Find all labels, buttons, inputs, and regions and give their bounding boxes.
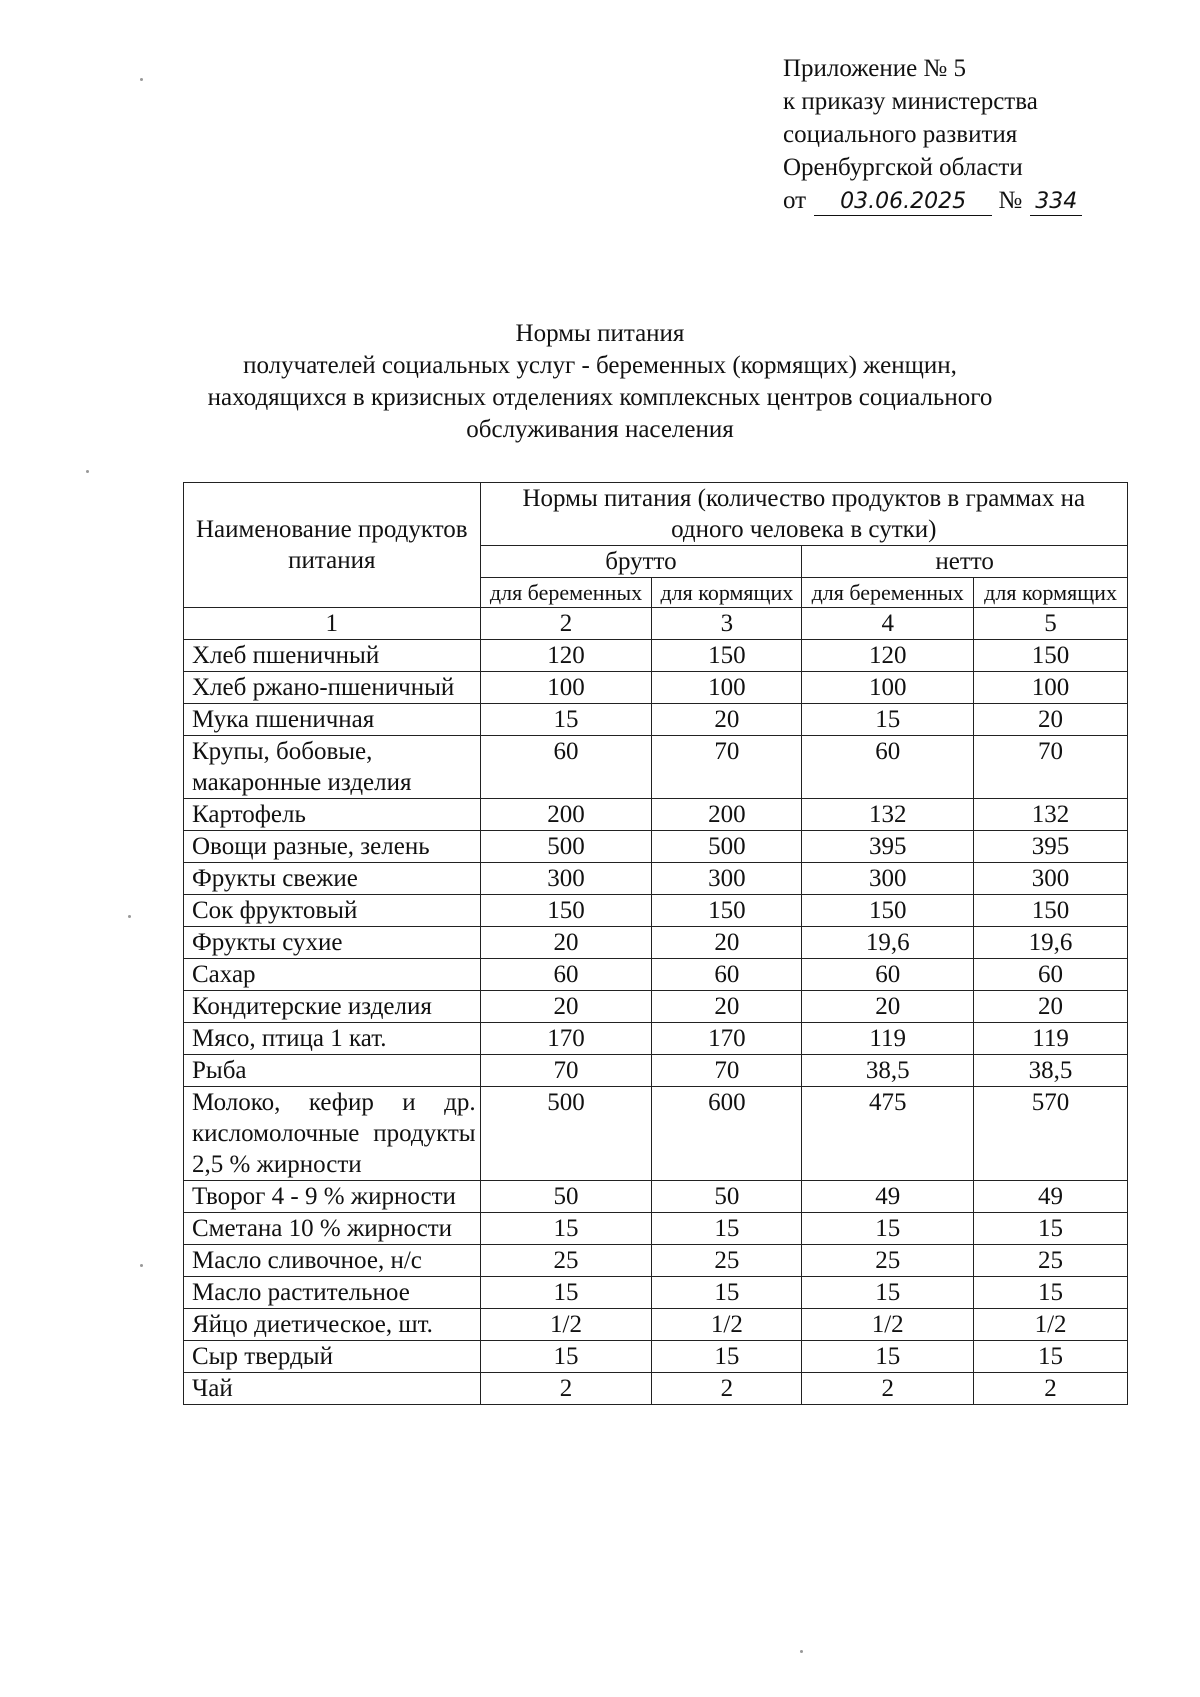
norm-value: 60	[802, 959, 974, 991]
handwritten-date: 03.06.2025	[814, 189, 992, 216]
norm-value: 15	[480, 1213, 652, 1245]
norm-value: 570	[974, 1087, 1128, 1181]
norm-value: 20	[974, 991, 1128, 1023]
norm-value: 395	[802, 831, 974, 863]
product-name: Хлеб ржано-пшеничный	[184, 672, 481, 704]
norm-value: 19,6	[974, 927, 1128, 959]
product-name: Хлеб пшеничный	[184, 640, 481, 672]
title-line: находящихся в кризисных отделениях комплексных центров социального	[207, 384, 993, 411]
norm-value: 70	[652, 1055, 802, 1087]
norm-value: 170	[652, 1023, 802, 1055]
norm-value: 19,6	[802, 927, 974, 959]
appendix-block	[783, 52, 1082, 217]
scan-speck	[800, 1650, 803, 1653]
norm-value: 1/2	[652, 1309, 802, 1341]
norm-value: 395	[974, 831, 1128, 863]
table-row	[184, 1055, 1128, 1087]
norm-value: 50	[480, 1181, 652, 1213]
product-name: Сметана 10 % жирности	[184, 1213, 481, 1245]
norm-value: 70	[974, 736, 1128, 799]
table-row	[184, 1023, 1128, 1055]
appendix-line: Приложение № 5	[783, 55, 967, 82]
product-name: Сахар	[184, 959, 481, 991]
norm-value: 119	[802, 1023, 974, 1055]
norm-value: 132	[802, 799, 974, 831]
norm-value: 20	[652, 991, 802, 1023]
header-pregnant: для беременных	[802, 578, 974, 608]
norm-value: 150	[652, 895, 802, 927]
product-name: Фрукты сухие	[184, 927, 481, 959]
norm-value: 500	[652, 831, 802, 863]
table-row	[184, 895, 1128, 927]
norm-value: 15	[974, 1341, 1128, 1373]
norm-value: 100	[802, 672, 974, 704]
table-row	[184, 1087, 1128, 1181]
norm-value: 70	[480, 1055, 652, 1087]
norm-value: 300	[974, 863, 1128, 895]
header-row	[184, 483, 1128, 546]
scan-speck	[86, 470, 89, 473]
column-number: 5	[974, 608, 1128, 640]
norm-value: 15	[802, 1277, 974, 1309]
table-row	[184, 991, 1128, 1023]
table-row	[184, 959, 1128, 991]
norm-value: 20	[974, 704, 1128, 736]
norm-value: 60	[480, 959, 652, 991]
norm-value: 60	[974, 959, 1128, 991]
norm-value: 60	[652, 959, 802, 991]
norm-value: 150	[974, 640, 1128, 672]
norm-value: 120	[802, 640, 974, 672]
norm-value: 15	[480, 704, 652, 736]
product-name: Крупы, бобовые, макаронные изделия	[184, 736, 481, 799]
norm-value: 25	[974, 1245, 1128, 1277]
norm-value: 2	[802, 1373, 974, 1405]
norm-value: 25	[480, 1245, 652, 1277]
norm-value: 200	[652, 799, 802, 831]
header-norms: Нормы питания (количество продуктов в граммах на одного человека в сутки)	[480, 483, 1127, 546]
norm-value: 170	[480, 1023, 652, 1055]
norm-value: 300	[480, 863, 652, 895]
product-name: Молоко, кефир и др. кисломолочные продукты 2,5 % жирности	[184, 1087, 481, 1181]
product-name: Мука пшеничная	[184, 704, 481, 736]
norm-value: 25	[652, 1245, 802, 1277]
title-line: Нормы питания	[515, 320, 685, 347]
norm-value: 15	[652, 1213, 802, 1245]
norm-value: 15	[802, 704, 974, 736]
column-number-row	[184, 608, 1128, 640]
table-row	[184, 1341, 1128, 1373]
norm-value: 49	[802, 1181, 974, 1213]
number-prefix: №	[998, 187, 1023, 214]
product-name: Творог 4 - 9 % жирности	[184, 1181, 481, 1213]
norm-value: 100	[974, 672, 1128, 704]
header-product-name: Наименование продуктов питания	[184, 483, 481, 608]
norm-value: 15	[802, 1213, 974, 1245]
norm-value: 15	[974, 1213, 1128, 1245]
table-row	[184, 1373, 1128, 1405]
norm-value: 49	[974, 1181, 1128, 1213]
norm-value: 20	[652, 927, 802, 959]
product-name: Рыба	[184, 1055, 481, 1087]
product-name: Масло сливочное, н/с	[184, 1245, 481, 1277]
norm-value: 2	[480, 1373, 652, 1405]
table-row	[184, 736, 1128, 799]
norm-value: 2	[652, 1373, 802, 1405]
product-name: Сок фруктовый	[184, 895, 481, 927]
norm-value: 15	[652, 1341, 802, 1373]
column-number: 2	[480, 608, 652, 640]
header-nursing: для кормящих	[652, 578, 802, 608]
title-line: получателей социальных услуг - беременных (кормящих) женщин,	[243, 352, 957, 379]
product-name: Фрукты свежие	[184, 863, 481, 895]
appendix-line: социального развития	[783, 121, 1018, 148]
scan-speck	[140, 1264, 143, 1267]
norm-value: 70	[652, 736, 802, 799]
table-row	[184, 1277, 1128, 1309]
norm-value: 20	[652, 704, 802, 736]
norm-value: 25	[802, 1245, 974, 1277]
table-row	[184, 1309, 1128, 1341]
norm-value: 38,5	[802, 1055, 974, 1087]
table-row	[184, 799, 1128, 831]
table-row	[184, 640, 1128, 672]
nutrition-norms-table	[183, 482, 1128, 1405]
norm-value: 15	[802, 1341, 974, 1373]
product-name: Масло растительное	[184, 1277, 481, 1309]
norm-value: 1/2	[802, 1309, 974, 1341]
norm-value: 150	[974, 895, 1128, 927]
norm-value: 600	[652, 1087, 802, 1181]
norm-value: 20	[480, 991, 652, 1023]
norm-value: 15	[480, 1341, 652, 1373]
norm-value: 15	[480, 1277, 652, 1309]
table-row	[184, 1213, 1128, 1245]
norm-value: 475	[802, 1087, 974, 1181]
norm-value: 20	[480, 927, 652, 959]
norm-value: 100	[480, 672, 652, 704]
header-pregnant: для беременных	[480, 578, 652, 608]
table-row	[184, 704, 1128, 736]
product-name: Мясо, птица 1 кат.	[184, 1023, 481, 1055]
product-name: Овощи разные, зелень	[184, 831, 481, 863]
norm-value: 300	[802, 863, 974, 895]
column-number: 4	[802, 608, 974, 640]
norm-value: 150	[480, 895, 652, 927]
product-name: Чай	[184, 1373, 481, 1405]
table-row	[184, 672, 1128, 704]
product-name: Картофель	[184, 799, 481, 831]
norm-value: 132	[974, 799, 1128, 831]
table-row	[184, 1245, 1128, 1277]
table-row	[184, 927, 1128, 959]
norm-value: 119	[974, 1023, 1128, 1055]
table-row	[184, 1181, 1128, 1213]
norm-value: 2	[974, 1373, 1128, 1405]
norm-value: 1/2	[480, 1309, 652, 1341]
norm-value: 50	[652, 1181, 802, 1213]
column-number: 3	[652, 608, 802, 640]
norm-value: 500	[480, 1087, 652, 1181]
scan-speck	[140, 78, 143, 81]
norm-value: 500	[480, 831, 652, 863]
table-row	[184, 863, 1128, 895]
header-gross: брутто	[480, 546, 802, 578]
handwritten-number: 334	[1030, 189, 1082, 216]
norm-value: 20	[802, 991, 974, 1023]
title-line: обслуживания населения	[466, 416, 734, 443]
appendix-date-line	[783, 184, 1082, 217]
document-title	[150, 318, 1050, 446]
header-net: нетто	[802, 546, 1128, 578]
norm-value: 1/2	[974, 1309, 1128, 1341]
table-row	[184, 831, 1128, 863]
norm-value: 120	[480, 640, 652, 672]
header-nursing: для кормящих	[974, 578, 1128, 608]
appendix-line: к приказу министерства	[783, 88, 1038, 115]
column-number: 1	[184, 608, 481, 640]
norm-value: 200	[480, 799, 652, 831]
product-name: Кондитерские изделия	[184, 991, 481, 1023]
norm-value: 300	[652, 863, 802, 895]
appendix-line: Оренбургской области	[783, 154, 1023, 181]
norm-value: 60	[802, 736, 974, 799]
norm-value: 100	[652, 672, 802, 704]
product-name: Яйцо диетическое, шт.	[184, 1309, 481, 1341]
norm-value: 15	[652, 1277, 802, 1309]
product-name: Сыр твердый	[184, 1341, 481, 1373]
norm-value: 150	[652, 640, 802, 672]
norm-value: 15	[974, 1277, 1128, 1309]
scan-speck	[128, 915, 131, 918]
norm-value: 150	[802, 895, 974, 927]
date-prefix: от	[783, 187, 807, 214]
norm-value: 60	[480, 736, 652, 799]
norm-value: 38,5	[974, 1055, 1128, 1087]
